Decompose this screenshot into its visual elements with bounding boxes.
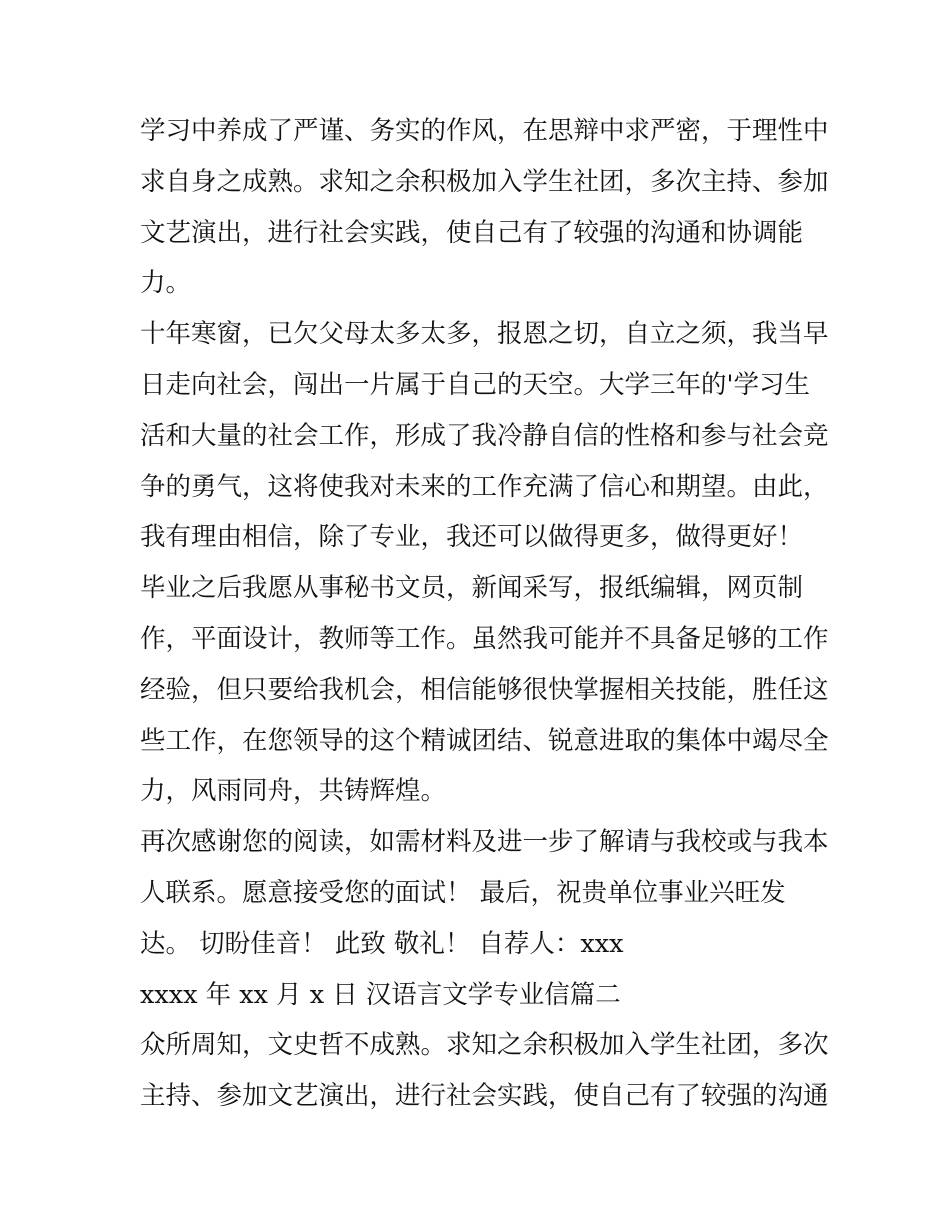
text-line: 文艺演出，进行社会实践，使自己有了较强的沟通和协调能 (140, 217, 804, 248)
document-body (140, 106, 829, 1122)
text-line: 再次感谢您的阅读，如需材料及进一步了解请与我校或与我本 (140, 827, 829, 858)
text-line: 力，风雨同舟，共铸辉煌。 (140, 776, 447, 807)
text-line: xxxx 年 xx 月 x 日 汉语言文学专业信篇二 (140, 979, 621, 1010)
text-line: 毕业之后我愿从事秘书文员，新闻采写，报纸编辑，网页制 (140, 573, 804, 604)
text-line: 主持、参加文艺演出，进行社会实践，使自己有了较强的沟通 (140, 1081, 829, 1112)
text-line: 力。 (140, 268, 192, 299)
text-line: 达。 切盼佳音！ 此致 敬礼！ 自荐人：xxx (140, 928, 624, 959)
text-line: 我有理由相信，除了专业，我还可以做得更多，做得更好！ (140, 522, 804, 553)
text-line: 求自身之成熟。求知之余积极加入学生社团，多次主持、参加 (140, 166, 829, 197)
text-line: 争的勇气，这将使我对未来的工作充满了信心和期望。由此， (140, 471, 829, 502)
text-line: 作，平面设计，教师等工作。虽然我可能并不具备足够的工作 (140, 623, 829, 654)
text-line: 经验，但只要给我机会，相信能够很快掌握相关技能，胜任这 (140, 674, 829, 705)
text-line: 学习中养成了严谨、务实的作风，在思辩中求严密，于理性中 (140, 116, 829, 146)
text-line: 日走向社会，闯出一片属于自己的天空。大学三年的'学习生 (140, 369, 811, 400)
text-line: 活和大量的社会工作，形成了我冷静自信的性格和参与社会竞 (140, 420, 829, 451)
text-line: 十年寒窗，已欠父母太多太多，报恩之切，自立之须，我当早 (140, 319, 829, 350)
text-line: 些工作，在您领导的这个精诚团结、锐意进取的集体中竭尽全 (140, 725, 829, 756)
text-line: 人联系。愿意接受您的面试！ 最后，祝贵单位事业兴旺发 (140, 877, 786, 908)
text-line: 众所周知，文史哲不成熟。求知之余积极加入学生社团，多次 (140, 1030, 829, 1061)
